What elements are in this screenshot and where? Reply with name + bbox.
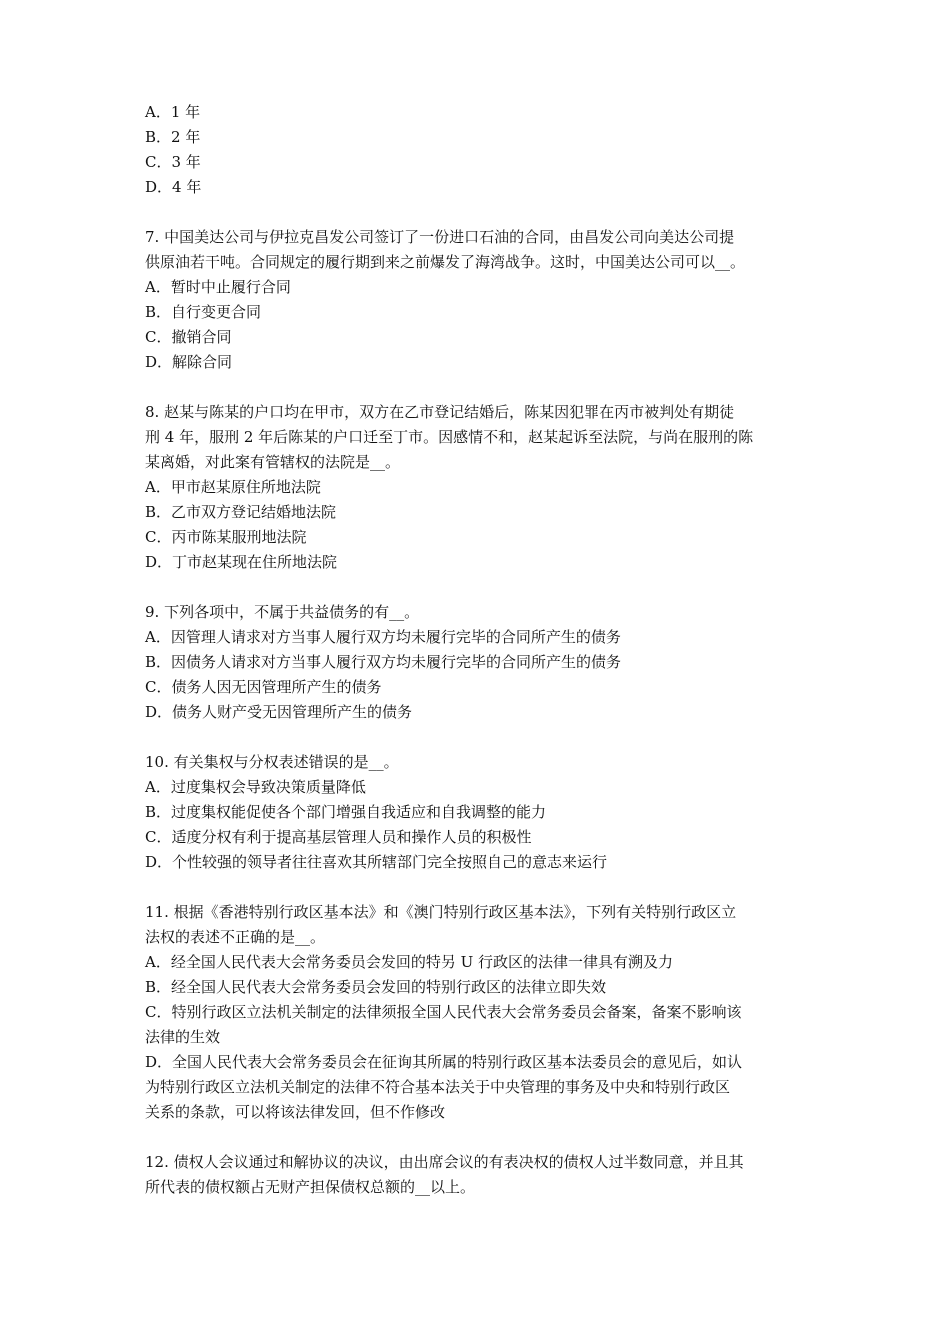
question-stem-line: 7. 中国美达公司与伊拉克昌发公司签订了一份进口石油的合同，由昌发公司向美达公司提 — [145, 228, 735, 246]
option-d: D．丁市赵某现在住所地法院 — [145, 553, 338, 571]
option-c: C．债务人因无因管理所产生的债务 — [145, 678, 382, 696]
option-a: A．暂时中止履行合同 — [145, 278, 291, 296]
option-c-continued: 法律的生效 — [145, 1028, 221, 1046]
option-c: C．丙市陈某服刑地法院 — [145, 528, 307, 546]
option-b: B．经全国人民代表大会常务委员会发回的特别行政区的法律立即失效 — [145, 978, 607, 996]
question-stem-line: 刑 4 年，服刑 2 年后陈某的户口迁至丁市。因感情不和，赵某起诉至法院，与尚在服刑的陈 — [145, 428, 754, 446]
option-c: C．适度分权有利于提高基层管理人员和操作人员的积极性 — [145, 828, 532, 846]
question-stem-line: 某离婚，对此案有管辖权的法院是__。 — [145, 453, 401, 471]
option-a: A．甲市赵某原住所地法院 — [145, 478, 321, 496]
question-stem-line: 9. 下列各项中，不属于共益债务的有__。 — [145, 603, 420, 621]
option-b: B．自行变更合同 — [145, 303, 262, 321]
question-stem-line: 11. 根据《香港特别行政区基本法》和《澳门特别行政区基本法》，下列有关特别行政区立 — [145, 903, 737, 921]
option-c: C．特别行政区立法机关制定的法律须报全国人民代表大会常务委员会备案，备案不影响该 — [145, 1003, 742, 1021]
question-list — [145, 100, 825, 1225]
option-a: A．因管理人请求对方当事人履行双方均未履行完毕的合同所产生的债务 — [145, 628, 621, 646]
question-stem-line: 所代表的债权额占无财产担保债权总额的__以上。 — [145, 1178, 476, 1196]
question-stem-line: 供原油若干吨。合同规定的履行期到来之前爆发了海湾战争。这时，中国美达公司可以__。 — [145, 253, 746, 271]
question-9 — [145, 600, 825, 725]
option-a: A．1 年 — [145, 103, 201, 121]
option-a: A．经全国人民代表大会常务委员会发回的特另 U 行政区的法律一律具有溯及力 — [145, 953, 674, 971]
question-8 — [145, 400, 825, 575]
option-b: B．乙市双方登记结婚地法院 — [145, 503, 337, 521]
option-d: D．解除合同 — [145, 353, 233, 371]
question-stem-line: 法权的表述不正确的是__。 — [145, 928, 326, 946]
question-10 — [145, 750, 825, 875]
option-b: B．2 年 — [145, 128, 201, 146]
option-d: D．全国人民代表大会常务委员会在征询其所属的特别行政区基本法委员会的意见后，如认 — [145, 1053, 743, 1071]
question-stem-line: 12. 债权人会议通过和解协议的决议，由出席会议的有表决权的债权人过半数同意，并且其 — [145, 1153, 744, 1171]
option-c: C．3 年 — [145, 153, 201, 171]
question-stem-line: 10. 有关集权与分权表述错误的是__。 — [145, 753, 399, 771]
option-c: C．撤销合同 — [145, 328, 232, 346]
option-a: A．过度集权会导致决策质量降低 — [145, 778, 366, 796]
option-d: D．债务人财产受无因管理所产生的债务 — [145, 703, 413, 721]
option-d-continued: 为特别行政区立法机关制定的法律不符合基本法关于中央管理的事务及中央和特别行政区 — [145, 1078, 731, 1096]
question-11 — [145, 900, 825, 1125]
option-b: B．过度集权能促使各个部门增强自我适应和自我调整的能力 — [145, 803, 547, 821]
option-b: B．因债务人请求对方当事人履行双方均未履行完毕的合同所产生的债务 — [145, 653, 622, 671]
question-7 — [145, 225, 825, 375]
option-d: D．个性较强的领导者往往喜欢其所辖部门完全按照自己的意志来运行 — [145, 853, 608, 871]
question-12 — [145, 1150, 825, 1200]
option-d-continued: 关系的条款，可以将该法律发回，但不作修改 — [145, 1103, 446, 1121]
previous-question-options — [145, 100, 825, 200]
question-stem-line: 8. 赵某与陈某的户口均在甲市，双方在乙市登记结婚后，陈某因犯罪在丙市被判处有期徒 — [145, 403, 735, 421]
option-d: D．4 年 — [145, 178, 202, 196]
